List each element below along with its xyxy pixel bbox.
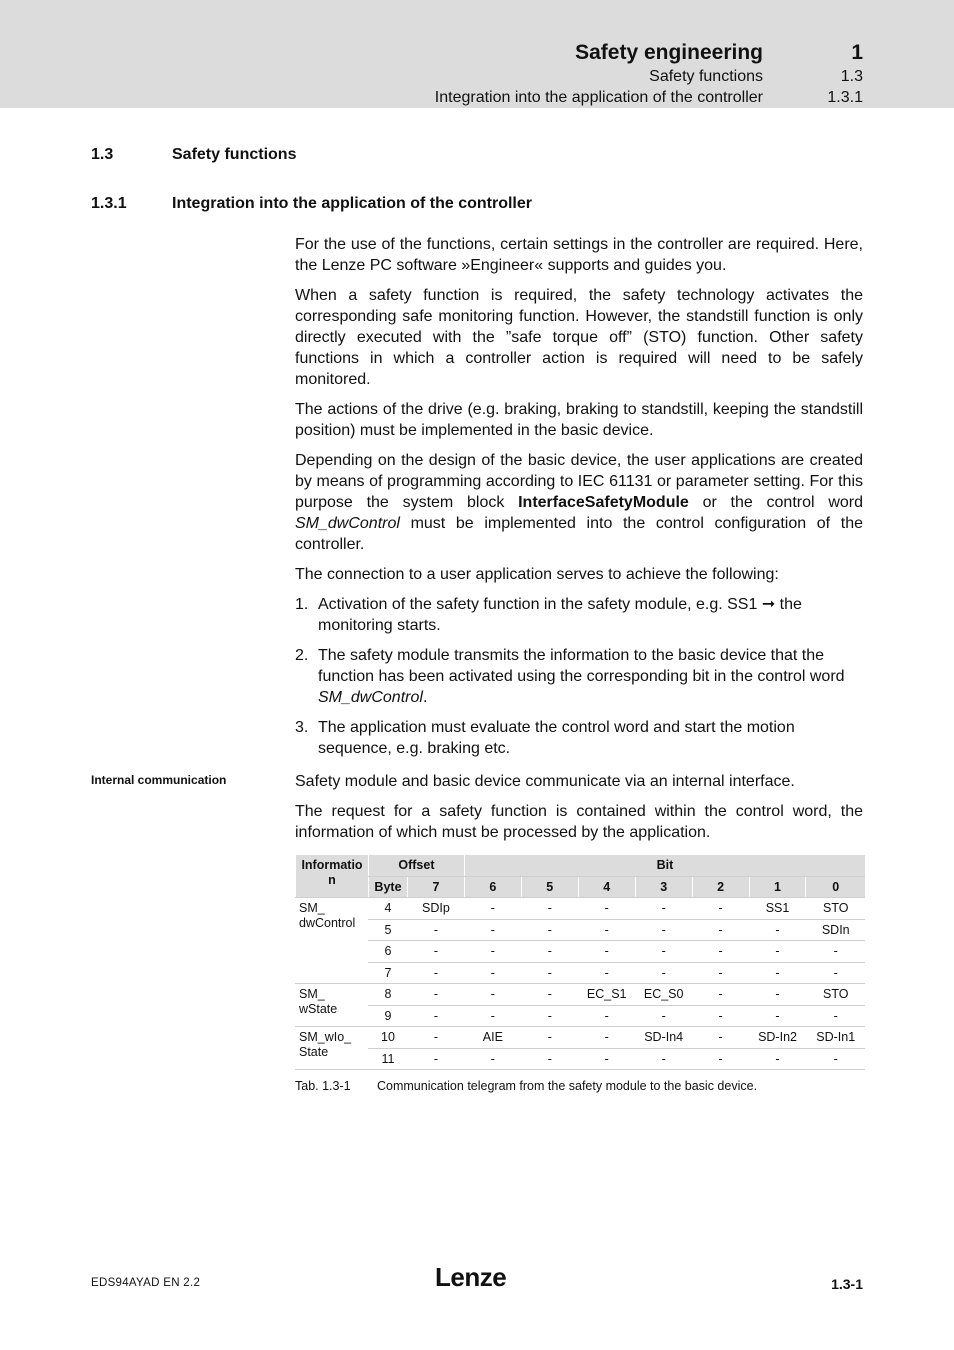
bit-cell: -: [692, 1048, 749, 1070]
paragraph: The request for a safety function is contained within the control word, the information of which must be processed by the application.: [295, 803, 863, 841]
body-text-top: [295, 234, 863, 768]
bit-cell: -: [407, 941, 464, 963]
col-header-bit-6: 6: [464, 876, 521, 898]
paragraph: When a safety function is required, the safety technology activates the corresponding safe monitoring function. However, the standstill function is only directly executed with the ”safe torque off” (STO) function. Other safety functions in which a controller action is required will need to be safely monitored.: [295, 287, 863, 388]
header-section-title: Safety functions: [649, 68, 763, 85]
col-header-offset: Offset: [368, 855, 464, 876]
text-run: The safety module transmits the information to the basic device that the function has been activated using the corresponding bit in the control word: [318, 647, 845, 685]
bit-cell: -: [521, 1005, 578, 1027]
table-row: [296, 1027, 866, 1049]
bit-cell: EC_S1: [578, 984, 635, 1006]
bit-cell: -: [464, 962, 521, 984]
bit-cell: -: [578, 1027, 635, 1049]
bit-cell: -: [464, 898, 521, 920]
bit-cell: -: [464, 1048, 521, 1070]
bit-cell: -: [578, 898, 635, 920]
caption-text: Communication telegram from the safety module to the basic device.: [377, 1079, 758, 1093]
byte-cell: 7: [368, 962, 407, 984]
control-word-name: SM_dwControl: [295, 515, 400, 532]
system-block-name: InterfaceSafetyModule: [518, 494, 689, 511]
footer-doc-id: EDS94AYAD EN 2.2: [91, 1277, 201, 1289]
bit-cell: -: [749, 962, 806, 984]
table-row: [296, 898, 866, 920]
section-number: 1.3: [91, 146, 114, 163]
col-header-bit: Bit: [464, 855, 865, 876]
text-run: .: [422, 689, 428, 706]
bit-cell: SD-In4: [635, 1027, 692, 1049]
col-header-bit-3: 3: [635, 876, 692, 898]
col-header-bit-1: 1: [749, 876, 806, 898]
bit-cell: -: [635, 941, 692, 963]
table-row: [296, 941, 866, 963]
bit-cell: -: [407, 1027, 464, 1049]
bit-cell: SS1: [749, 898, 806, 920]
control-word-name: SM_dwControl: [318, 689, 423, 706]
list-item: [295, 645, 863, 708]
numbered-list: [295, 594, 863, 759]
table-row: [296, 962, 866, 984]
subsection-number: 1.3.1: [91, 195, 127, 212]
list-item: [295, 594, 863, 636]
bit-cell: -: [521, 1027, 578, 1049]
header-chapter-num: 1: [851, 41, 863, 64]
bit-cell: -: [407, 962, 464, 984]
list-number: 1.: [295, 596, 309, 613]
byte-cell: 6: [368, 941, 407, 963]
byte-cell: 4: [368, 898, 407, 920]
arrow-right-icon: ➞: [761, 596, 776, 613]
bit-cell: -: [407, 1048, 464, 1070]
bit-cell: SDIp: [407, 898, 464, 920]
table-row: [296, 919, 866, 941]
bit-cell: -: [692, 962, 749, 984]
byte-cell: 10: [368, 1027, 407, 1049]
bit-cell: -: [692, 919, 749, 941]
bit-cell: -: [578, 1048, 635, 1070]
bit-cell: -: [521, 898, 578, 920]
byte-cell: 8: [368, 984, 407, 1006]
bit-cell: -: [407, 919, 464, 941]
margin-label: Internal communication: [91, 773, 227, 787]
text-run: or the control word: [688, 494, 863, 511]
header-subsection-num: 1.3.1: [827, 89, 863, 106]
bit-cell: -: [578, 1005, 635, 1027]
bit-cell: -: [692, 984, 749, 1006]
text-run: Depending on the design of the basic device, the user applications are created by means of programming according to IEC 61131 or parameter setting. For this purpose the system block: [295, 452, 863, 511]
bit-cell: -: [464, 1005, 521, 1027]
info-cell: SM_wIo_ State: [296, 1027, 369, 1070]
bit-cell: -: [692, 1005, 749, 1027]
col-header-information: Informatio n: [296, 855, 369, 898]
byte-cell: 11: [368, 1048, 407, 1070]
telegram-table: [295, 855, 865, 1070]
bit-cell: -: [749, 1048, 806, 1070]
bit-cell: -: [635, 1048, 692, 1070]
bit-cell: -: [635, 919, 692, 941]
bit-cell: -: [635, 962, 692, 984]
bit-cell: -: [749, 919, 806, 941]
bit-cell: STO: [806, 898, 865, 920]
paragraph: Safety module and basic device communicate via an internal interface.: [295, 773, 795, 790]
bit-cell: -: [464, 941, 521, 963]
bit-cell: -: [521, 1048, 578, 1070]
lenze-logo: Lenze: [435, 1262, 507, 1292]
bit-cell: -: [806, 1048, 865, 1070]
bit-cell: -: [806, 962, 865, 984]
paragraph: The actions of the drive (e.g. braking, braking to standstill, keeping the standstill position) must be implemented in the basic device.: [295, 401, 863, 439]
list-item: [295, 717, 863, 759]
byte-cell: 5: [368, 919, 407, 941]
info-cell: SM_ dwControl: [296, 898, 369, 984]
bit-cell: SD-In1: [806, 1027, 865, 1049]
table-row: [296, 984, 866, 1006]
bit-cell: AIE: [464, 1027, 521, 1049]
bit-cell: -: [692, 941, 749, 963]
bit-cell: -: [749, 941, 806, 963]
footer-page-number: 1.3-1: [831, 1276, 863, 1292]
col-header-bit-0: 0: [806, 876, 865, 898]
table-row: [296, 1005, 866, 1027]
bit-cell: -: [749, 1005, 806, 1027]
col-header-bit-4: 4: [578, 876, 635, 898]
bit-cell: STO: [806, 984, 865, 1006]
text-run: The application must evaluate the control word and start the motion sequence, e.g. braking etc.: [318, 719, 795, 757]
col-header-bit-5: 5: [521, 876, 578, 898]
bit-cell: SDIn: [806, 919, 865, 941]
bit-cell: -: [464, 984, 521, 1006]
bit-cell: -: [578, 941, 635, 963]
bit-cell: -: [806, 1005, 865, 1027]
list-number: 2.: [295, 647, 309, 664]
header-section-num: 1.3: [840, 68, 863, 85]
bit-cell: -: [692, 898, 749, 920]
text-run: must be implemented into the control configuration of the controller.: [295, 515, 863, 553]
body-text-bottom: [295, 771, 863, 852]
header-subsection-title: Integration into the application of the controller: [434, 89, 763, 106]
bit-cell: SD-In2: [749, 1027, 806, 1049]
table-row: [296, 1048, 866, 1070]
col-header-bit-7: 7: [407, 876, 464, 898]
bit-cell: -: [749, 984, 806, 1006]
bit-cell: -: [635, 898, 692, 920]
bit-cell: -: [578, 962, 635, 984]
paragraph: For the use of the functions, certain settings in the controller are required. Here, the Lenze PC software »Engineer« supports and guides you.: [295, 236, 863, 274]
bit-cell: -: [578, 919, 635, 941]
col-header-byte: Byte: [368, 876, 407, 898]
bit-cell: -: [407, 1005, 464, 1027]
bit-cell: -: [635, 1005, 692, 1027]
bit-cell: -: [521, 941, 578, 963]
bit-cell: -: [521, 984, 578, 1006]
paragraph: The connection to a user application serves to achieve the following:: [295, 566, 779, 583]
text-run: Activation of the safety function in the safety module, e.g. SS1: [318, 596, 762, 613]
bit-cell: -: [464, 919, 521, 941]
paragraph: [295, 450, 863, 555]
subsection-title: Integration into the application of the controller: [172, 195, 532, 212]
text-run: the monitoring starts.: [318, 596, 802, 634]
bit-cell: -: [521, 919, 578, 941]
header-chapter-title: Safety engineering: [575, 41, 763, 64]
info-cell: SM_ wState: [296, 984, 369, 1027]
section-title: Safety functions: [172, 146, 297, 163]
bit-cell: -: [521, 962, 578, 984]
col-header-bit-2: 2: [692, 876, 749, 898]
table-caption: [295, 1079, 757, 1093]
byte-cell: 9: [368, 1005, 407, 1027]
bit-cell: -: [692, 1027, 749, 1049]
bit-cell: -: [806, 941, 865, 963]
caption-number: Tab. 1.3-1: [295, 1079, 351, 1093]
bit-cell: EC_S0: [635, 984, 692, 1006]
bit-cell: -: [407, 984, 464, 1006]
list-number: 3.: [295, 719, 309, 736]
